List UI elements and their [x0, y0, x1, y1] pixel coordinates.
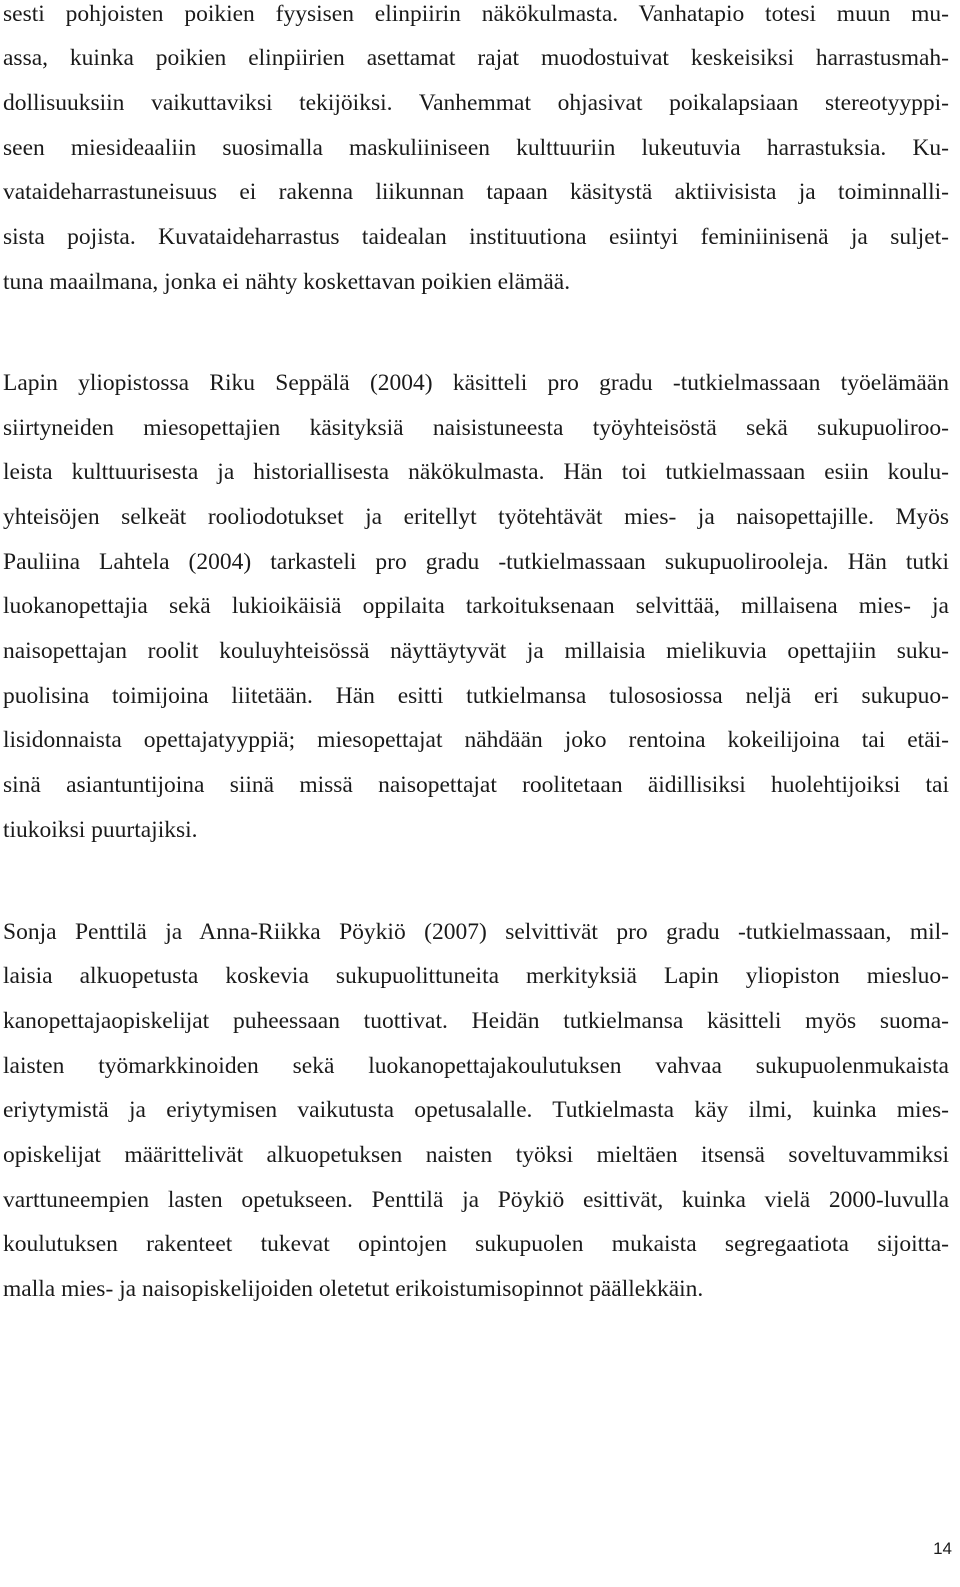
- text-line: sesti pohjoisten poikien fyysisen elinpiirin näkökulmasta. Vanhatapio totesi muun mu-: [3, 1, 949, 27]
- text-line: leista kulttuurisesta ja historiallisesta näkökulmasta. Hän toi tutkielmassaan esiin koulu-: [3, 459, 949, 485]
- text-line: tuna maailmana, jonka ei nähty koskettavan poikien elämää.: [3, 269, 571, 295]
- text-line: yhteisöjen selkeät rooliodotukset ja eritellyt työtehtävät mies- ja naisopettajille. Myös: [3, 504, 949, 530]
- text-line: seen miesideaaliin suosimalla maskuliiniseen kulttuuriin lukeutuvia harrastuksia. Ku-: [3, 135, 949, 161]
- text-line: opiskelijat määrittelivät alkuopetuksen naisten työksi mieltäen itsensä soveltuvammiksi: [3, 1142, 949, 1168]
- text-line: vataideharrastuneisuus ei rakenna liikunnan tapaan käsitystä aktiivisista ja toiminnalli-: [3, 179, 949, 205]
- text-line: sinä asiantuntijoina siinä missä naisopettajat roolitetaan äidillisiksi huolehtijoiksi tai: [3, 772, 949, 798]
- text-line: luokanopettajia sekä lukioikäisiä oppilaita tarkoituksenaan selvittää, millaisena mies- ja: [3, 593, 949, 619]
- text-line: siirtyneiden miesopettajien käsityksiä naisistuneesta työyhteisöstä sekä sukupuoliroo-: [3, 415, 949, 441]
- text-line: assa, kuinka poikien elinpiirien asettamat rajat muodostuivat keskeisiksi harrastusmah-: [3, 45, 949, 71]
- page-number: 14: [933, 1539, 952, 1558]
- text-line: eriytymistä ja eriytymisen vaikutusta opetusalalle. Tutkielmasta käy ilmi, kuinka mies-: [3, 1097, 949, 1123]
- text-line: sista pojista. Kuvataideharrastus taidealan instituutiona esiintyi feminiinisenä ja suljet-: [3, 224, 949, 250]
- text-line: Lapin yliopistossa Riku Seppälä (2004) käsitteli pro gradu -tutkielmassaan työelämään: [3, 370, 949, 396]
- text-line: Sonja Penttilä ja Anna-Riikka Pöykiö (2007) selvittivät pro gradu -tutkielmassaan, mil-: [3, 919, 949, 945]
- text-line: malla mies- ja naisopiskelijoiden oletetut erikoistumisopinnot päällekkäin.: [3, 1276, 704, 1302]
- text-line: kanopettajaopiskelijat puheessaan tuottivat. Heidän tutkielmansa käsitteli myös suoma-: [3, 1008, 949, 1034]
- text-line: Pauliina Lahtela (2004) tarkasteli pro gradu -tutkielmassaan sukupuolirooleja. Hän tutki: [3, 549, 949, 575]
- text-line: naisopettajan roolit kouluyhteisössä näyttäytyvät ja millaisia mielikuvia opettajiin suku-: [3, 638, 949, 664]
- text-line: lisidonnaista opettajatyyppiä; miesopettajat nähdään joko rentoina kokeilijoina tai etäi-: [3, 727, 949, 753]
- text-line: dollisuuksiin vaikuttaviksi tekijöiksi. Vanhemmat ohjasivat poikalapsiaan stereotyyppi-: [3, 90, 949, 116]
- text-line: tiukoiksi puurtajiksi.: [3, 817, 198, 843]
- text-line: koulutuksen rakenteet tukevat opintojen sukupuolen mukaista segregaatiota sijoitta-: [3, 1231, 949, 1257]
- text-line: puolisina toimijoina liitetään. Hän esitti tutkielmansa tulososiossa neljä eri sukupuo-: [3, 683, 949, 709]
- text-line: laisten työmarkkinoiden sekä luokanopettajakoulutuksen vahvaa sukupuolenmukaista: [3, 1053, 949, 1079]
- text-line: laisia alkuopetusta koskevia sukupuolittuneita merkityksiä Lapin yliopiston miesluo-: [3, 963, 949, 989]
- text-line: varttuneempien lasten opetukseen. Penttilä ja Pöykiö esittivät, kuinka vielä 2000-luvulla: [3, 1187, 949, 1213]
